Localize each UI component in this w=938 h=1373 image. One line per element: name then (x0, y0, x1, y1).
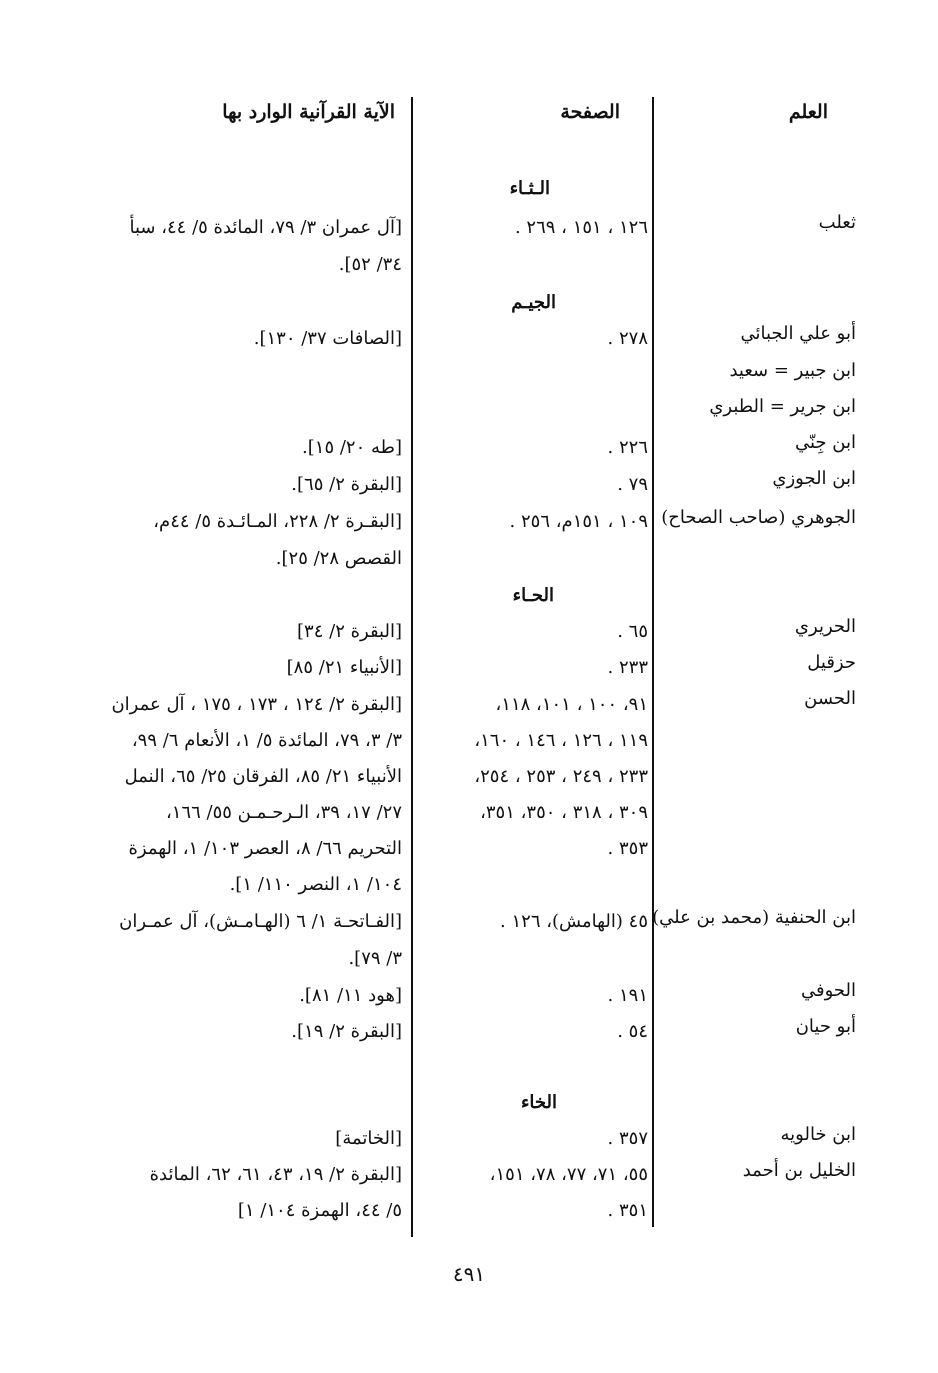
entry-ayah-ref: القصص ٢٨/ ٢٥]. (275, 548, 402, 569)
page-number: ٤٩١ (452, 1262, 486, 1286)
entry-ayah-ref: [الخاتمة] (335, 1128, 402, 1149)
entry-ayah-ref: الأنبياء ٢١/ ٨٥، الفرقان ٢٥/ ٦٥، النمل (124, 766, 402, 787)
section-ha: الحـاء (512, 585, 554, 606)
entry-ayah-ref: [آل عمران ٣/ ٧٩، المائدة ٥/ ٤٤، سبأ (129, 217, 402, 238)
entry-pages: ٣٠٩ ، ٣١٨ ، ٣٥٠، ٣٥١، (480, 802, 648, 823)
entry-ayah-ref: [البقرة ٢/ ٦٥]. (291, 474, 402, 495)
entry-pages: ٣٥٣ . (607, 838, 648, 859)
entry-name: حزقيل (807, 652, 856, 673)
entry-ayah-ref: [هود ١١/ ٨١]. (299, 985, 402, 1006)
entry-pages: ٧٩ . (617, 474, 648, 495)
entry-name: أبو حيان (795, 1016, 856, 1037)
entry-pages: ١١٩ ، ١٢٦ ، ١٤٦ ، ١٦٠، (474, 730, 648, 751)
entry-pages: ٣٥٧ . (607, 1128, 648, 1149)
entry-name: الحريري (794, 616, 856, 637)
entry-ayah-ref: [البقرة ٢/ ١٩، ٤٣، ٦١، ٦٢، المائدة (149, 1164, 402, 1185)
entry-pages: ٤٥ (الهامش)، ١٢٦ . (500, 911, 648, 932)
entry-ayah-ref: ٥/ ٤٤، الهمزة ١٠٤/ ١] (237, 1200, 402, 1221)
entry-pages: ٢٢٦ . (607, 437, 648, 458)
entry-name: الحوفي (800, 980, 856, 1001)
entry-name: ابن الجوزي (772, 468, 856, 489)
entry-name: ابن جرير = الطبري (709, 396, 856, 417)
header-ayah-column: الآية القرآنية الوارد بها (222, 101, 395, 123)
entry-ayah-ref: ٢٧/ ١٧، ٣٩، الـرحـمـن ٥٥/ ١٦٦، (165, 802, 402, 823)
entry-ayah-ref: [الصافات ٣٧/ ١٣٠]. (253, 328, 402, 349)
entry-pages: ٦٥ . (617, 621, 648, 642)
entry-ayah-ref: ٣٤/ ٥٢]. (338, 254, 402, 275)
section-tha: الـثـاء (509, 178, 550, 199)
entry-ayah-ref: [الفـاتحـة ١/ ٦ (الهـامـش)، آل عمـران (119, 911, 402, 932)
entry-ayah-ref: ١٠٤/ ١، النصر ١١٠/ ١]. (229, 874, 402, 895)
entry-pages: ١٢٦ ، ١٥١ ، ٢٦٩ . (514, 217, 648, 238)
section-kha: الخاء (520, 1092, 557, 1113)
entry-pages: ٢٣٣ ، ٢٤٩ ، ٢٥٣ ، ٢٥٤، (474, 766, 648, 787)
column-divider-left (411, 97, 413, 1237)
entry-name: ثعلب (818, 212, 856, 233)
entry-name: الجوهري (صاحب الصحاح) (661, 507, 856, 528)
header-page-column: الصفحة (560, 101, 620, 123)
entry-name: أبو علي الجبائي (740, 323, 856, 344)
entry-name: ابن الحنفية (محمد بن علي) (652, 907, 856, 928)
entry-name: الحسن (804, 688, 856, 709)
entry-ayah-ref: [البقرة ٢/ ٣٤] (297, 621, 402, 642)
entry-ayah-ref: ٣/ ٣، ٧٩، المائدة ٥/ ١، الأنعام ٦/ ٩٩، (131, 730, 402, 751)
entry-pages: ١٠٩ ، ١٥١م، ٢٥٦ . (509, 511, 648, 532)
entry-name: ابن جبير = سعيد (729, 360, 856, 381)
entry-pages: ٥٥، ٧١، ٧٧، ٧٨، ١٥١، (489, 1164, 648, 1185)
entry-pages: ٥٤ . (617, 1021, 648, 1042)
entry-ayah-ref: [الأنبياء ٢١/ ٨٥] (286, 657, 402, 678)
entry-ayah-ref: [البقـرة ٢/ ٢٢٨، المـائـدة ٥/ ٤٤م، (153, 511, 402, 532)
entry-ayah-ref: التحريم ٦٦/ ٨، العصر ١٠٣/ ١، الهمزة (128, 838, 402, 859)
entry-name: الخليل بن أحمد (742, 1160, 856, 1181)
column-divider-right (652, 97, 654, 1227)
entry-ayah-ref: [طه ٢٠/ ١٥]. (302, 437, 402, 458)
entry-ayah-ref: ٣/ ٧٩]. (348, 948, 402, 969)
entry-name: ابن جِنّي (795, 432, 856, 453)
entry-pages: ٢٣٣ . (607, 657, 648, 678)
section-jim: الجيـم (511, 292, 556, 313)
header-name-column: العلم (788, 101, 828, 123)
entry-ayah-ref: [البقرة ٢/ ١٢٤ ، ١٧٣ ، ١٧٥ ، آل عمران (111, 694, 402, 715)
entry-pages: ٢٧٨ . (607, 328, 648, 349)
entry-pages: ٣٥١ . (607, 1200, 648, 1221)
entry-pages: ١٩١ . (607, 985, 648, 1006)
entry-ayah-ref: [البقرة ٢/ ١٩]. (291, 1021, 402, 1042)
entry-pages: ٩١، ١٠٠ ، ١٠١، ١١٨، (495, 694, 648, 715)
entry-name: ابن خالويه (780, 1124, 856, 1145)
